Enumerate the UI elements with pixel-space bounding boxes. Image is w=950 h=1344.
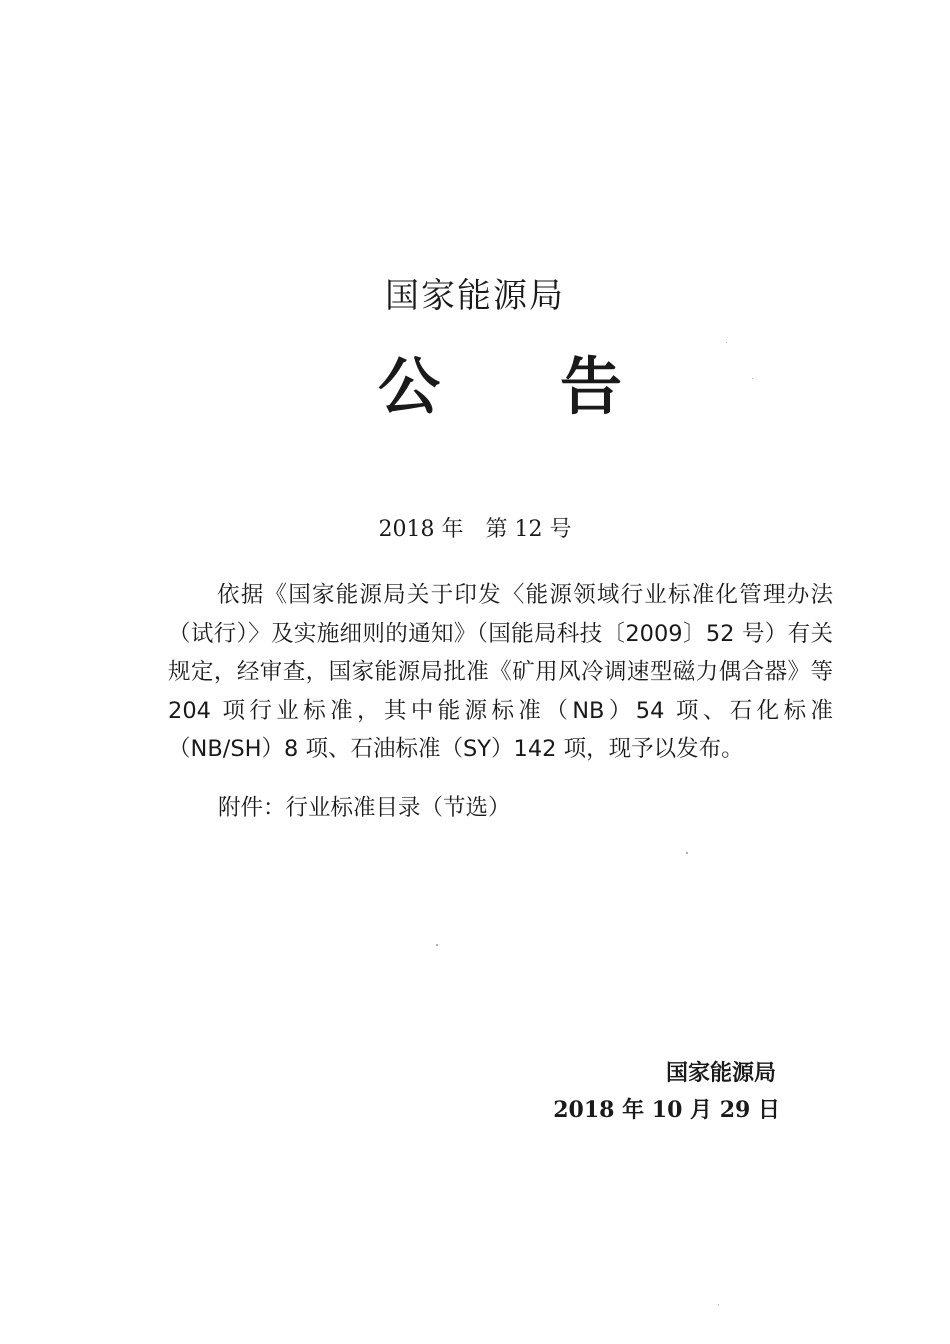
announcement-title-char-2: 告 xyxy=(560,350,623,423)
signature-organization: 国家能源局 xyxy=(666,1061,777,1086)
issue-number: 2018 年 第 12 号 xyxy=(378,517,572,542)
scan-speck xyxy=(686,852,688,854)
announcement-body: 依据《国家能源局关于印发〈能源领域行业标准化管理办法（试行）〉及实施细则的通知》（国能局科技〔2009〕52 号）有关规定，经审查，国家能源局批准《矿用风冷调速型磁力偶合器》等 204 项行业标准，其中能源标准（NB）54 项、石化标准（NB/SH）8 项、石油标准（SY）142 项，现予以发布。 xyxy=(168,582,833,762)
scan-speck xyxy=(718,1304,719,1305)
issuer-heading: 国家能源局 xyxy=(385,276,565,316)
scan-speck xyxy=(726,342,727,343)
scan-speck xyxy=(752,378,753,379)
scan-speck xyxy=(436,944,438,946)
announcement-title-char-1: 公 xyxy=(378,350,441,423)
attachment-line: 附件：行业标准目录（节选） xyxy=(218,795,511,821)
signature-date: 2018 年 10 月 29 日 xyxy=(553,1097,780,1123)
